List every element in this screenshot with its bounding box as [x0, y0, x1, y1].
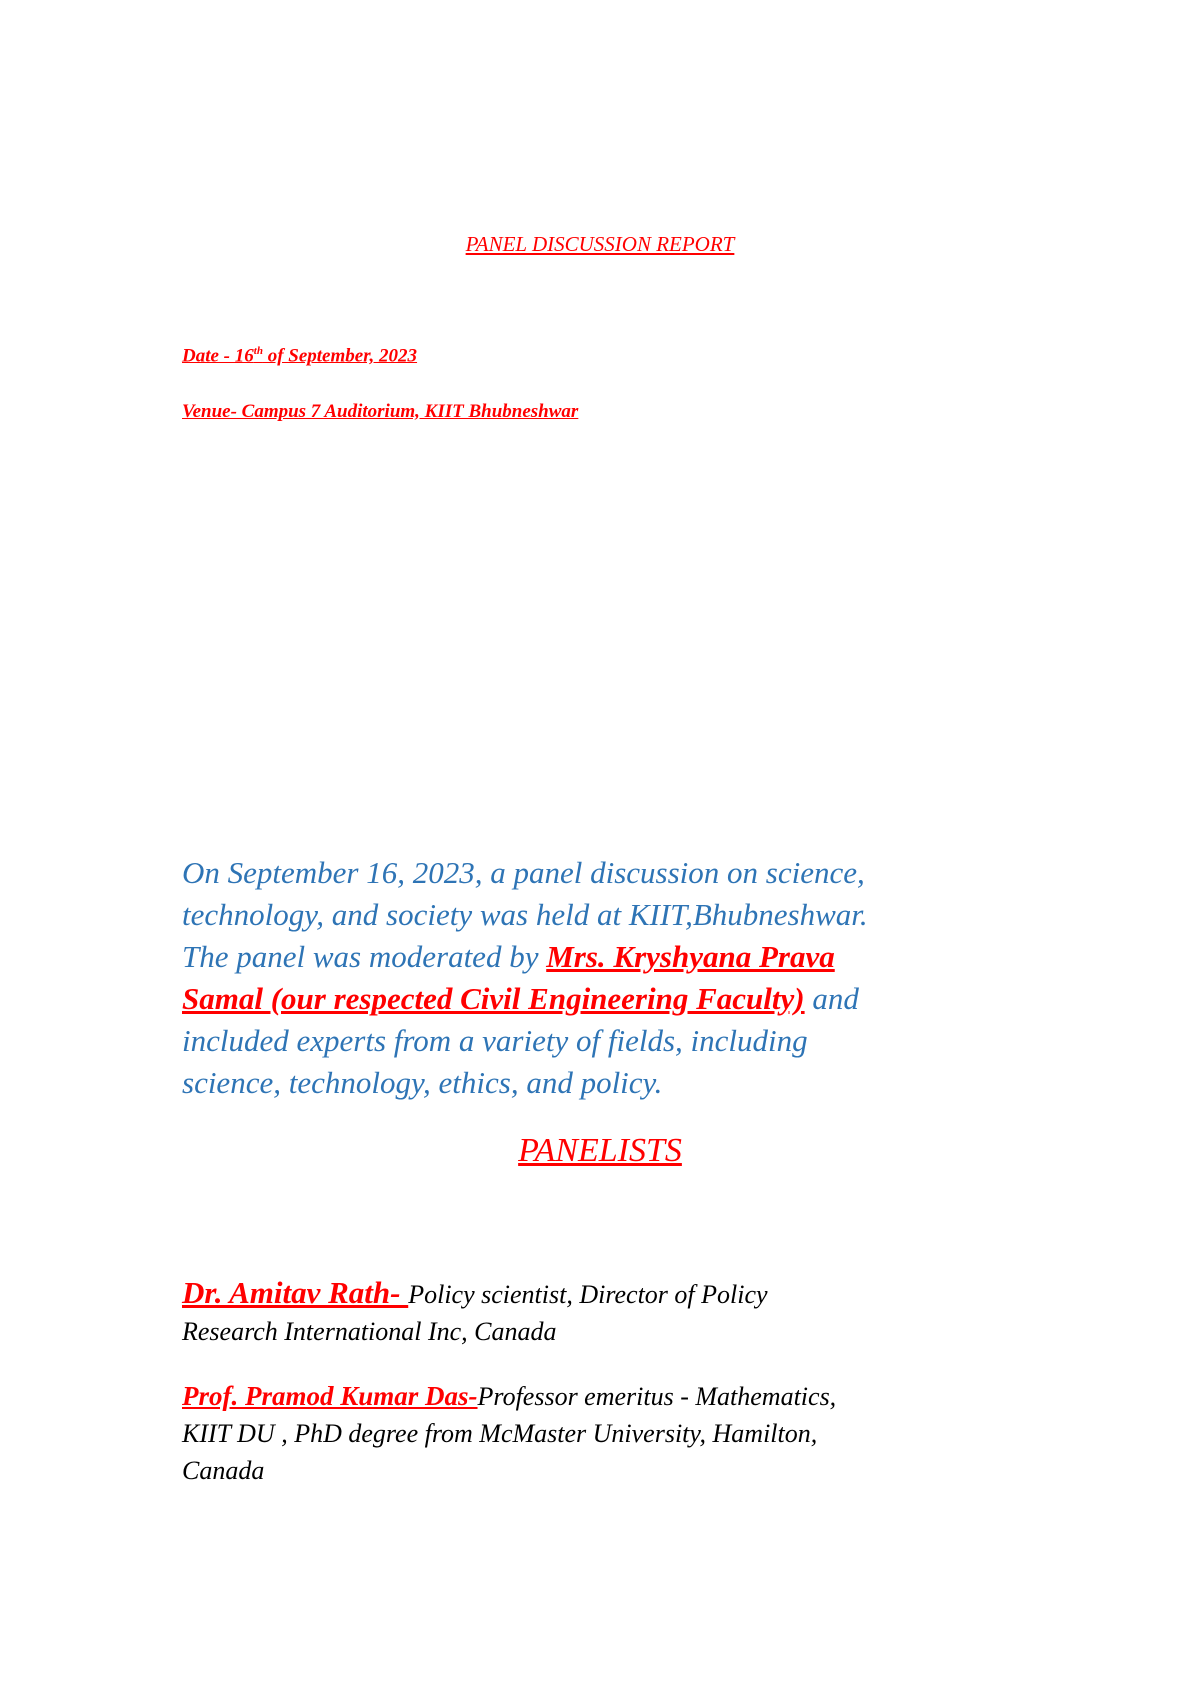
intro-line-4 [182, 978, 1042, 1020]
panelist-2-line-2: KIIT DU , PhD degree from McMaster University, Hamilton, [182, 1419, 818, 1448]
moderator-name-part1: Mrs. Kryshyana Prava [546, 939, 835, 974]
intro-line-2: technology, and society was held at KIIT,Bhubneshwar. [182, 897, 868, 932]
intro-line-4-suffix: and [804, 981, 859, 1016]
intro-line-3 [182, 936, 1042, 978]
event-date [182, 345, 417, 367]
intro-line-1: On September 16, 2023, a panel discussion on science, [182, 855, 865, 890]
intro-line-5: included experts from a variety of fields, including [182, 1023, 808, 1058]
date-label: Date - 16 [182, 345, 254, 367]
panelist-name: Prof. Pramod Kumar Das- [182, 1381, 478, 1411]
intro-line-3-prefix: The panel was moderated by [182, 939, 547, 974]
date-superscript: th [253, 345, 263, 357]
panelist-1-line-2: Research International Inc, Canada [182, 1317, 557, 1346]
moderator-name-part2: Samal (our respected Civil Engineering Faculty) [182, 981, 805, 1016]
panelist-2-line-1 [182, 1378, 1082, 1415]
panelist-2-line-3: Canada [182, 1456, 265, 1485]
panelist-1-line-1 [182, 1274, 1082, 1313]
panelist-entry [182, 1274, 1082, 1350]
intro-line-6: science, technology, ethics, and policy. [182, 1065, 663, 1100]
panelist-entry [182, 1378, 1082, 1489]
intro-paragraph [182, 852, 1042, 1104]
panelist-desc: Policy scientist, Director of Policy [408, 1280, 768, 1309]
report-title: PANEL DISCUSSION REPORT [465, 232, 735, 256]
panelist-desc: Professor emeritus - Mathematics, [477, 1382, 837, 1411]
date-rest: of September, 2023 [262, 345, 418, 367]
event-venue: Venue- Campus 7 Auditorium, KIIT Bhubneshwar [182, 401, 579, 422]
panelists-heading: PANELISTS [518, 1132, 682, 1169]
panelist-name: Dr. Amitav Rath- [182, 1275, 409, 1310]
